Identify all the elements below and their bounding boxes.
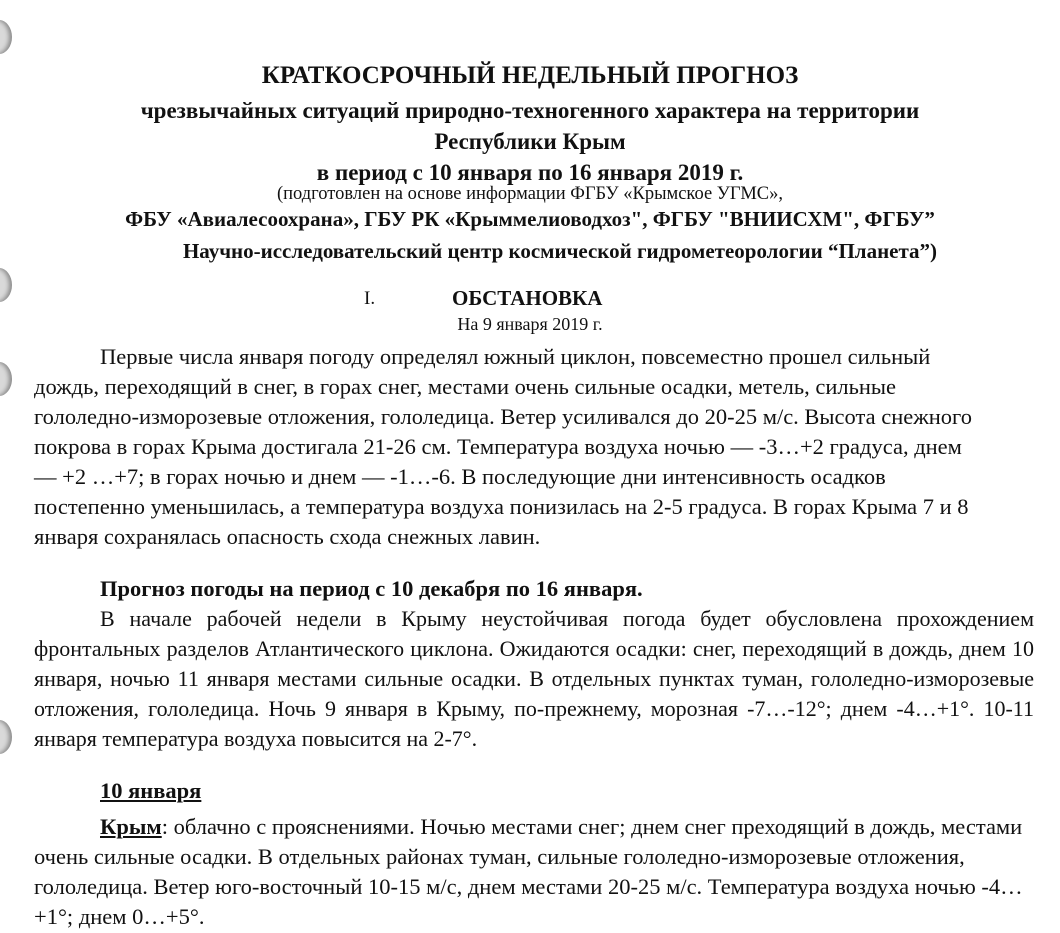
situation-paragraph <box>34 342 984 552</box>
section-title: ОБСТАНОВКА <box>452 286 603 310</box>
forecast-text: В начале рабочей недели в Крыму неустойчивая погода будет обусловлена прохождением фронтальных разделов Атлантического циклона. Ожидаются осадки: снег, переходящий в дождь, днем 10 января, ночью 11 января местами сильные осадки. В отдельных пунктах туман, гололедно-изморозевые отложения, гололедица. Ночь 9 января в Крыму, по-прежнему, морозная -7…-12°; днем -4…+1°. 10-11 января температура воздуха повысится на 2-7°. <box>34 606 1034 751</box>
forecast-paragraph <box>34 604 1034 754</box>
forecast-period: в период с 10 января по 16 января 2019 г. <box>316 160 744 185</box>
day-forecast-paragraph <box>34 812 1024 932</box>
document-title: КРАТКОСРОЧНЫЙ НЕДЕЛЬНЫЙ ПРОГНОЗ <box>261 62 799 89</box>
day-forecast-text: : облачно с прояснениями. Ночью местами снег; днем снег преходящий в дождь, местами очень сильные осадки. В отдельных районах туман, сильные гололедно-изморозевые отложения, гололедица. Ветер юго-восточный 10-15 м/с, днем местами 20-25 м/с. Температура воздуха ночью -4…+1°; днем 0…+5°. <box>34 814 1023 929</box>
document-subtitle-region: Республики Крым <box>434 129 626 154</box>
day-heading: 10 января <box>100 778 202 803</box>
situation-text: Первые числа января погоду определял южный циклон, повсеместно прошел сильный дождь, переходящий в снег, в горах снег, местами очень сильные осадки, метель, сильные гололедно-изморозевые отложения, гололедица. Ветер усиливался до 20-25 м/с. Высота снежного покрова в горах Крыма достигала 21-26 см. Температура воздуха ночью — -3…+2 градуса, днем — +2 …+7; в горах ночью и днем — -1…-6. В последующие дни интенсивность осадков постепенно уменьшилась, а температура воздуха понизилась на 2-5 градуса. В горах Крыма 7 и 8 января сохранялась опасность схода снежных лавин. <box>34 344 972 549</box>
document-subtitle: чрезвычайных ситуаций природно-техногенного характера на территории <box>140 98 920 123</box>
section-number: I. <box>364 288 376 309</box>
sources-organizations-cont: Научно-исследовательский центр космической гидрометеорологии “Планета”) <box>182 239 938 263</box>
forecast-heading: Прогноз погоды на период с 10 декабря по 16 января. <box>100 576 643 601</box>
section-as-of-date: На 9 января 2019 г. <box>457 314 603 334</box>
sources-organizations: ФБУ «Авиалесоохрана», ГБУ РК «Крыммелиоводхоз", ФГБУ "ВНИИСХМ", ФГБУ” <box>125 207 935 231</box>
sources-note: (подготовлен на основе информации ФГБУ «Крымское УГМС», <box>276 184 784 204</box>
region-name: Крым <box>100 814 162 839</box>
